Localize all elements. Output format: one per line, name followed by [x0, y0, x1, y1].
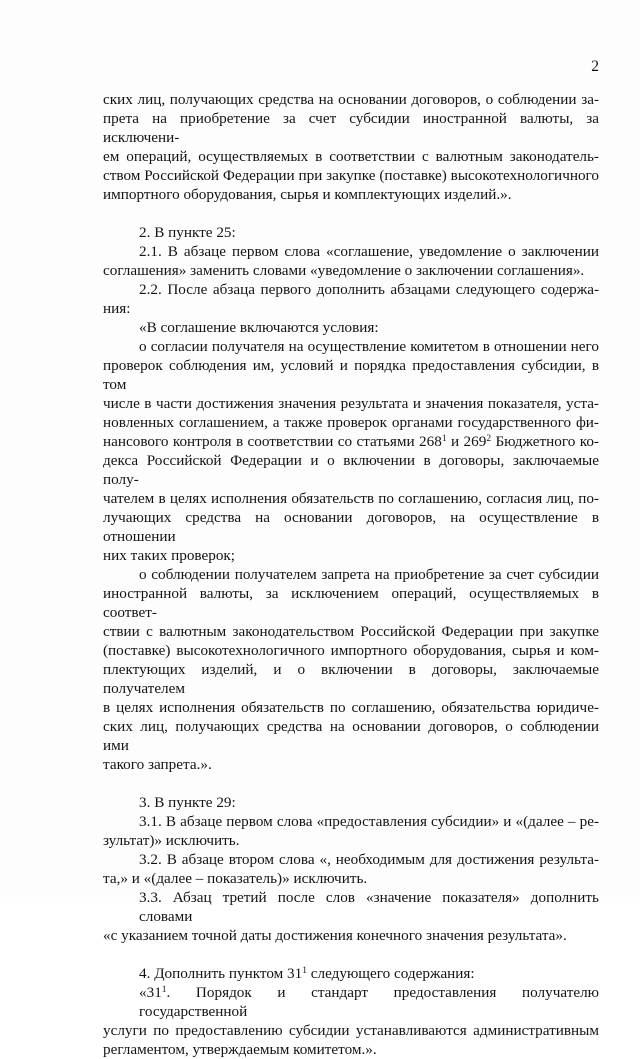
text-line: регламентом, утверждаемым комитетом.».: [103, 1041, 377, 1058]
text-line: них таких проверок;: [103, 547, 236, 564]
text-line-with-superscript: «$31^1$. Порядок и стандарт предоставления получателю государственной: [139, 984, 599, 1020]
text-line: ских лиц, получающих средства на основании договоров, о соблюдении за-: [103, 91, 599, 108]
superscript: 1: [302, 966, 307, 976]
text-line: такого запрета.».: [103, 756, 212, 773]
text-line: ния:: [103, 300, 131, 317]
page-number: 2: [591, 58, 599, 75]
item-2-2: [103, 280, 599, 318]
item-4-text: [103, 983, 599, 1059]
text-line: плектующих изделий, и о включении в договоры, заключаемые получателем: [103, 661, 599, 697]
paragraph-intro: [103, 90, 599, 204]
item-2-1: [103, 242, 599, 280]
item-3-1: [103, 812, 599, 850]
text-line: декса Российской Федерации и о включении в договоры, заключаемые полу-: [103, 452, 599, 488]
superscript: 1: [161, 985, 167, 995]
text-line: 2.2. После абзаца первого дополнить абзацами следующего содержа-: [139, 281, 599, 298]
text-line: 3.2. В абзаце втором слова «, необходимым для достижения результа-: [139, 851, 599, 868]
text-line: (поставке) высокотехнологичного импортного оборудования, сырья и ком-: [103, 642, 599, 659]
item-4-heading: 4. Дополнить пунктом $31^1$ следующего содержания:: [139, 965, 475, 982]
text-line: о соблюдении получателем запрета на приобретение за счет субсидии: [139, 566, 599, 583]
text-line: прета на приобретение за счет субсидии иностранной валюты, за исключени-: [103, 110, 599, 146]
text-line: иностранной валюты, за исключением операций, осуществляемых в соответ-: [103, 585, 599, 621]
text-line: о согласии получателя на осуществление комитетом в отношении него: [139, 338, 599, 355]
document-body: [103, 90, 599, 1059]
text-line: ских лиц, получающих средства на основании договоров, о соблюдении ими: [103, 718, 599, 754]
text-line: 2.1. В абзаце первом слова «соглашение, уведомление о заключении: [139, 243, 599, 260]
quote-intro: «В соглашение включаются условия:: [139, 319, 379, 336]
item-2-heading: 2. В пункте 25:: [139, 224, 236, 241]
text-line: та,» и «(далее – показатель)» исключить.: [103, 870, 368, 887]
text-line: импортного оборудования, сырья и комплектующих изделий.».: [103, 186, 512, 203]
text-line: услуги по предоставлению субсидии устанавливаются административным: [103, 1022, 599, 1039]
condition-currency-ban: [103, 565, 599, 774]
text-line: в целях исполнения обязательств по соглашению, обязательства юридиче-: [103, 699, 599, 716]
text-line: 3.3. Абзац третий после слов «значение показателя» дополнить словами: [139, 889, 599, 925]
text-line: соглашения» заменить словами «уведомление о заключении соглашения».: [103, 262, 585, 279]
text-line: 3.1. В абзаце первом слова «предоставления субсидии» и «(далее – ре-: [139, 813, 599, 830]
text-line: «с указанием точной даты достижения конечного значения результата».: [103, 927, 567, 944]
text-line: числе в части достижения значения результата и значения показателя, уста-: [103, 395, 599, 412]
item-3-2: [103, 850, 599, 888]
text-line-with-superscripts: нансового контроля в соответствии со статьями $268^1$ и $269^2$ Бюджетного ко-: [103, 433, 599, 450]
text-line: проверок соблюдения им, условий и порядка предоставления субсидии, в том: [103, 357, 599, 393]
condition-inspections: [103, 337, 599, 565]
text-line: зультат)» исключить.: [103, 832, 240, 849]
text-line: новленных соглашением, а также проверок органами государственного фи-: [103, 414, 599, 431]
item-3-heading: 3. В пункте 29:: [139, 794, 236, 811]
text-line: чателем в целях исполнения обязательств по соглашению, согласия лиц, по-: [103, 490, 599, 507]
text-line: лучающих средства на основании договоров, на осуществление в отношении: [103, 509, 599, 545]
superscript: 1: [441, 434, 447, 444]
text-line: ством Российской Федерации при закупке (поставке) высокотехнологичного: [103, 167, 599, 184]
text-line: ем операций, осуществляемых в соответствии с валютным законодатель-: [103, 148, 599, 165]
text-line: ствии с валютным законодательством Российской Федерации при закупке: [103, 623, 599, 640]
superscript: 2: [486, 434, 492, 444]
